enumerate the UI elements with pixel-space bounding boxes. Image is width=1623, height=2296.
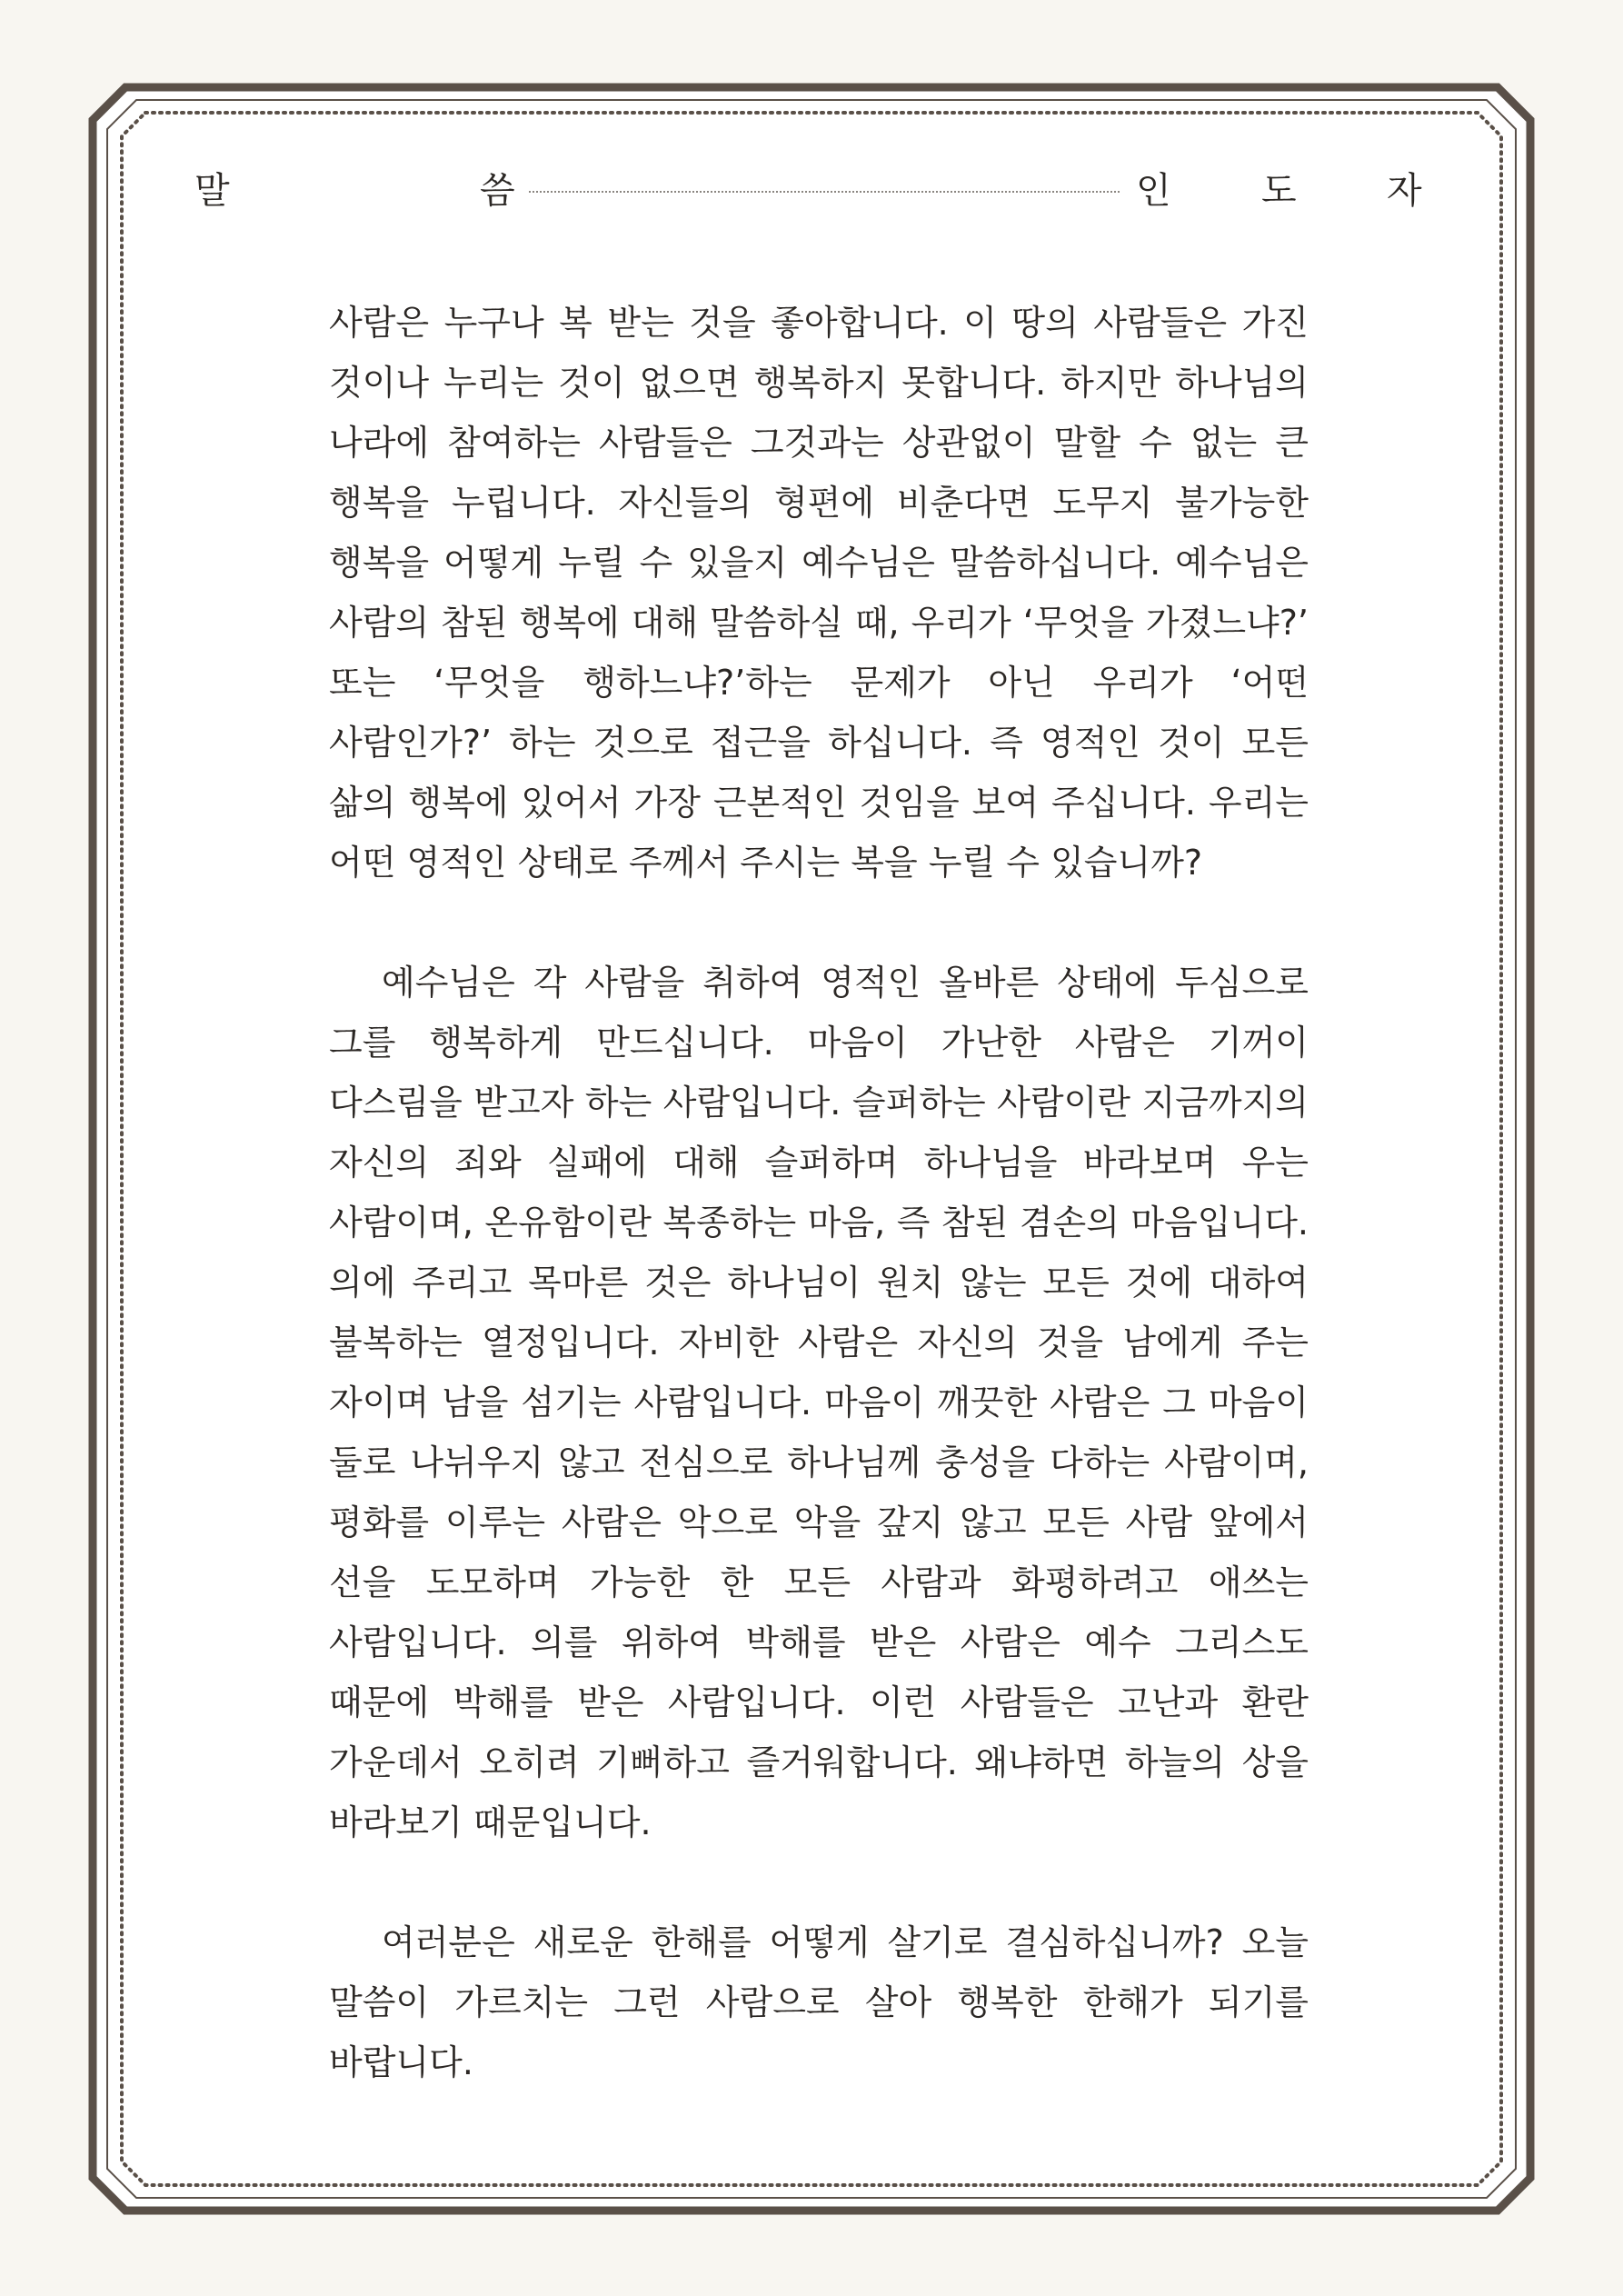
header-char: 자 [1387,170,1422,212]
section-header [191,159,1436,223]
header-dotted-rule [529,191,1120,193]
header-char: 말 [194,170,230,212]
paragraph-3: 여러분은 새로운 한해를 어떻게 살기로 결심하십니까? 오늘 말씀이 가르치는 그런 사람으로 살아 행복한 한해가 되기를 바랍니다. [329,1922,1309,2082]
header-char: 도 [1261,170,1297,212]
body-text [329,293,1309,2092]
header-char: 인 [1136,170,1171,212]
paragraph-1: 사람은 누구나 복 받는 것을 좋아합니다. 이 땅의 사람들은 가진 것이나 누리는 것이 없으면 행복하지 못합니다. 하지만 하나님의 나라에 참여하는 사람들은 그것과는 상관없이 말할 수 없는 큰 행복을 누립니다. 자신들의 형편에 비춘다면 도무지 불가능한 행복을 어떻게 누릴 수 있을지 예수님은 말씀하십니다. 예수님은 사람의 참된 행복에 대해 말씀하실 때, 우리가 ‘무엇을 가졌느냐?’ 또는 ‘무엇을 행하느냐?’하는 문제가 아닌 우리가 ‘어떤 사람인가?’ 하는 것으로 접근을 하십니다. 즉 영적인 것이 모든 삶의 행복에 있어서 가장 근본적인 것임을 보여 주십니다. 우리는 어떤 영적인 상태로 주께서 주시는 복을 누릴 수 있습니까? [329,303,1309,883]
paragraph-2: 예수님은 각 사람을 취하여 영적인 올바른 상태에 두심으로 그를 행복하게 만드십니다. 마음이 가난한 사람은 기꺼이 다스림을 받고자 하는 사람입니다. 슬퍼하는 사람이란 지금까지의 자신의 죄와 실패에 대해 슬퍼하며 하나님을 바라보며 우는 사람이며, 온유함이란 복종하는 마음, 즉 참된 겸손의 마음입니다. 의에 주리고 목마른 것은 하나님이 원치 않는 모든 것에 대하여 불복하는 열정입니다. 자비한 사람은 자신의 것을 남에게 주는 자이며 남을 섬기는 사람입니다. 마음이 깨끗한 사람은 그 마음이 둘로 나뉘우지 않고 전심으로 하나님께 충성을 다하는 사람이며, 평화를 이루는 사람은 악으로 악을 갚지 않고 모든 사람 앞에서 선을 도모하며 가능한 한 모든 사람과 화평하려고 애쓰는 사람입니다. 의를 위하여 박해를 받은 사람은 예수 그리스도 때문에 박해를 받은 사람입니다. 이런 사람들은 고난과 환란 가운데서 오히려 기뻐하고 즐거워합니다. 왜냐하면 하늘의 상을 바라보기 때문입니다. [329,963,1309,1842]
header-char: 씀 [480,170,515,212]
